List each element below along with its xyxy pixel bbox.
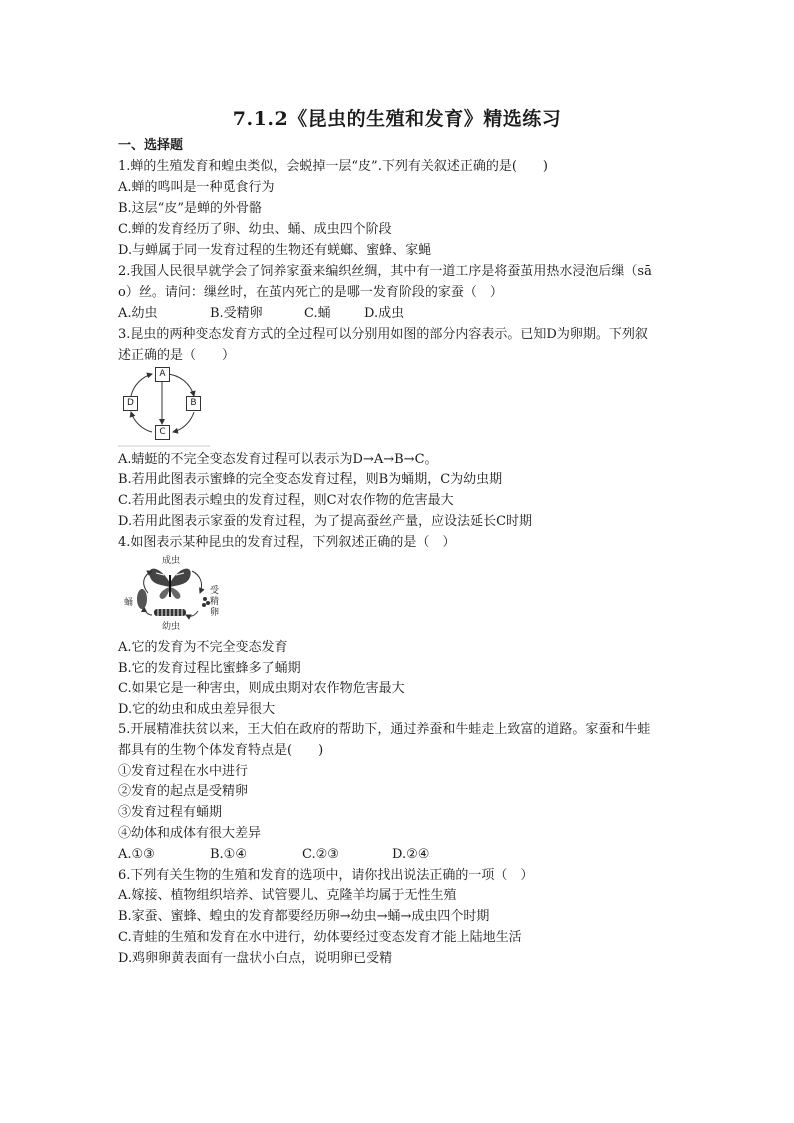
q6-option-c: C.青蛙的生殖和发育在水中进行，幼体要经过变态发育才能上陆地生活	[118, 930, 522, 945]
q5-statement-4: ④幼体和成体有很大差异	[118, 826, 262, 841]
label-egg-2: 精	[210, 597, 220, 607]
diagram-node-c: C	[155, 425, 170, 440]
q4-option-c: C.如果它是一种害虫，则成虫期对农作物危害最大	[118, 681, 405, 696]
diagram-node-b: B	[186, 396, 201, 411]
q3-option-a: A.蜻蜓的不完全变态发育过程可以表示为D→A→B→C。	[118, 452, 438, 467]
q4-stem: 4.如图表示某种昆虫的发育过程，下列叙述正确的是（ ）	[118, 535, 456, 550]
q4-option-b: B.它的发育过程比蜜蜂多了蛹期	[118, 661, 301, 676]
q4-option-d: D.它的幼虫和成虫差异很大	[118, 702, 276, 717]
label-larva: 幼虫	[162, 622, 181, 632]
q4-option-a: A.它的发育为不完全变态发育	[118, 640, 288, 655]
q1-option-d: D.与蝉属于同一发育过程的生物还有蜣螂、蜜蜂、家蝇	[118, 243, 432, 258]
q5-statement-1: ①发育过程在水中进行	[118, 764, 249, 779]
q2-option-a: A.幼虫	[118, 306, 158, 321]
q5-option-b: B.①④	[210, 847, 247, 862]
q2-stem-line2: o）丝。请问：缫丝时，在茧内死亡的是哪一发育阶段的家蚕（ ）	[118, 285, 503, 300]
q5-option-c: C.②③	[302, 847, 339, 862]
q3-option-d: D.若用此图表示家蚕的发育过程，为了提高蚕丝产量，应设法延长C时期	[118, 514, 533, 529]
label-egg-3: 卵	[210, 608, 220, 618]
diagram-node-a: A	[155, 367, 170, 382]
section-heading: 一、选择题	[118, 138, 184, 153]
q5-stem-line1: 5.开展精准扶贫以来，王大伯在政府的帮助下，通过养蚕和牛蛙走上致富的道路。家蚕和牛蛙	[118, 722, 651, 737]
q2-stem-line1: 2.我国人民很早就学会了饲养家蚕来编织丝绸，其中有一道工序是将蚕茧用热水浸泡后缫（sā	[118, 264, 652, 279]
q5-statement-3: ③发育过程有蛹期	[118, 805, 223, 820]
butterfly-lifecycle-figure	[120, 553, 220, 635]
q1-option-a: A.蝉的鸣叫是一种觅食行为	[118, 180, 275, 195]
q3-option-b: B.若用此图表示蜜蜂的完全变态发育过程，则B为蛹期，C为幼虫期	[118, 472, 503, 487]
q5-option-a: A.①③	[118, 847, 155, 862]
q3-stem-line2: 述正确的是（ ）	[118, 348, 236, 363]
label-pupa: 蛹	[124, 598, 134, 608]
q3-option-c: C.若用此图表示蝗虫的发育过程，则C对农作物的危害最大	[118, 493, 454, 508]
label-egg-1: 受	[210, 586, 220, 596]
q6-option-b: B.家蚕、蜜蜂、蝗虫的发育都要经历卵→幼虫→蛹→成虫四个时期	[118, 909, 490, 924]
q2-option-b: B.受精卵	[210, 306, 263, 321]
q3-stem-line1: 3.昆虫的两种变态发育方式的全过程可以分别用如图的部分内容表示。已知D为卵期。下列叙	[118, 327, 648, 342]
q5-statement-2: ②发育的起点是受精卵	[118, 784, 249, 799]
q5-option-d: D.②④	[392, 847, 430, 862]
q2-option-d: D.成虫	[364, 306, 405, 321]
q2-options	[118, 304, 404, 324]
q1-option-b: B.这层“皮”是蝉的外骨骼	[118, 201, 262, 216]
q5-stem-line2: 都具有的生物个体发育特点是( )	[118, 743, 324, 758]
q3-cycle-diagram	[118, 366, 210, 448]
q6-option-a: A.嫁接、植物组织培养、试管婴儿、克隆羊均属于无性生殖	[118, 888, 457, 903]
q1-option-c: C.蝉的发育经历了卵、幼虫、蛹、成虫四个阶段	[118, 222, 392, 237]
label-adult: 成虫	[162, 556, 181, 566]
q6-option-d: D.鸡卵卵黄表面有一盘状小白点，说明卵已受精	[118, 951, 393, 966]
q5-options	[118, 845, 429, 865]
diagram-node-d: D	[123, 396, 138, 411]
q2-option-c: C.蛹	[304, 306, 331, 321]
q6-stem: 6.下列有关生物的生殖和发育的选项中，请你找出说法正确的一项（ ）	[118, 868, 534, 883]
page-title: 7.1.2《昆虫的生殖和发育》精选练习	[232, 108, 562, 130]
q1-stem: 1.蝉的生殖发育和蝗虫类似，会蜕掉一层“皮”.下列有关叙述正确的是( )	[118, 159, 548, 174]
